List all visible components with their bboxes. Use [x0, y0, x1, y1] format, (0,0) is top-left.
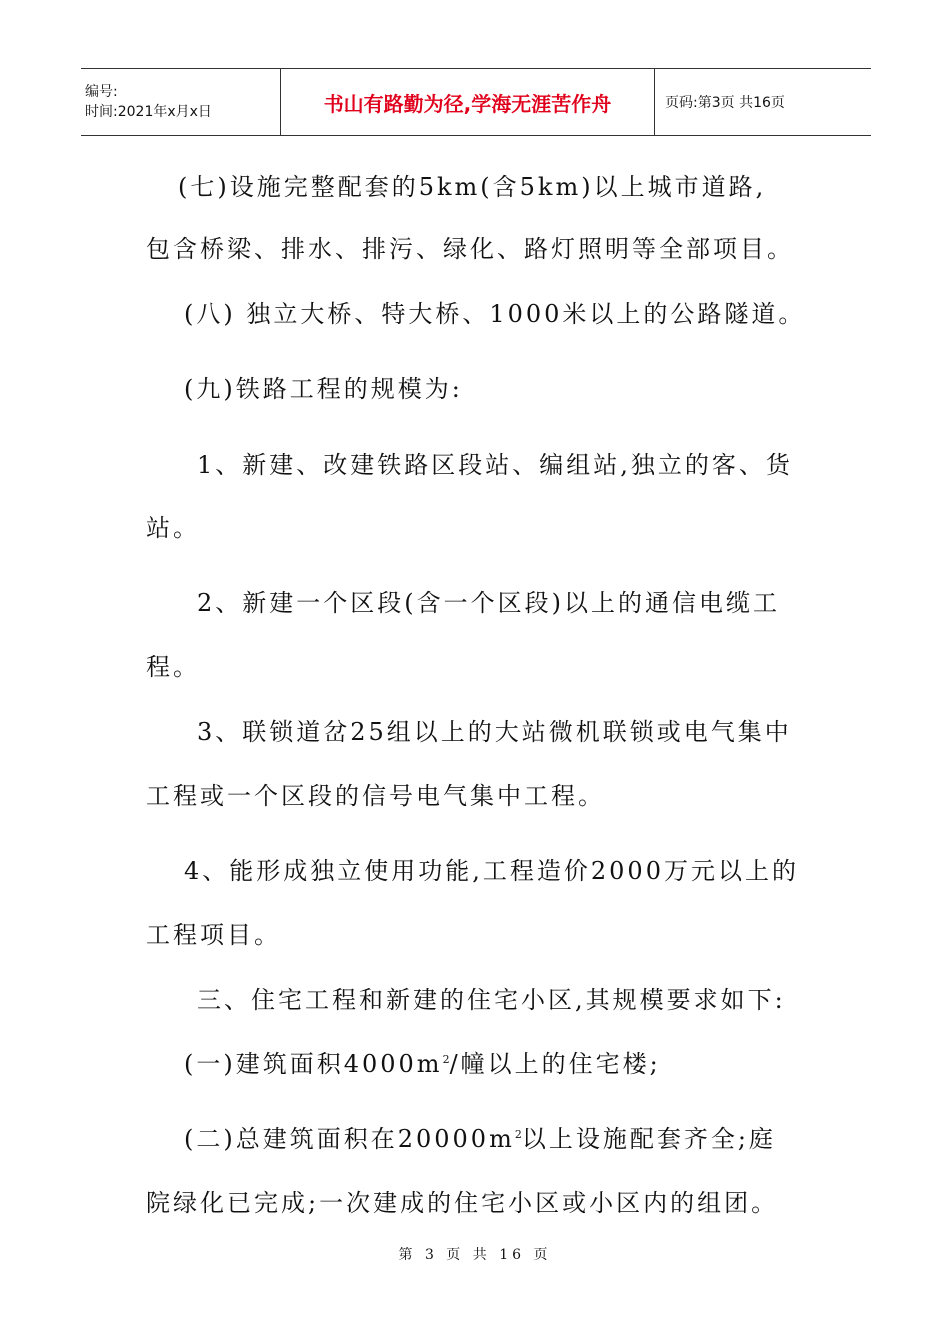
residential-item-2: [184, 1124, 776, 1154]
residential-item-2-text: (二)总建筑面积在20000m: [184, 1125, 515, 1153]
header-meta: [81, 69, 281, 135]
list-item-1-continued: 站。: [146, 514, 200, 542]
superscript-2: 2: [514, 1128, 522, 1141]
list-item-2: 2、新建一个区段(含一个区段)以上的通信电缆工: [197, 589, 780, 617]
section-3-heading: 三、住宅工程和新建的住宅小区,其规模要求如下:: [197, 986, 786, 1014]
header-page-number: 页码:第3页 共16页: [665, 95, 785, 111]
page-header: [81, 68, 871, 136]
header-motto: 书山有路勤为径,学海无涯苦作舟: [323, 91, 612, 116]
document-date: 时间:2021年x月x日: [85, 104, 212, 120]
document-number-label: 编号:: [85, 84, 118, 100]
list-item-4: 4、能形成独立使用功能,工程造价2000万元以上的: [184, 857, 799, 885]
paragraph-7: (七)设施完整配套的5km(含5km)以上城市道路,: [178, 173, 767, 201]
list-item-3: 3、联锁道岔25组以上的大站微机联锁或电气集中: [197, 718, 792, 746]
header-motto-cell: [281, 69, 655, 135]
residential-item-2-continued: 院绿化已完成;一次建成的住宅小区或小区内的组团。: [146, 1189, 779, 1217]
header-page-cell: [655, 69, 871, 135]
list-item-2-continued: 程。: [146, 653, 200, 681]
list-item-3-continued: 工程或一个区段的信号电气集中工程。: [146, 782, 605, 810]
page-footer: 第 3 页 共 16 页: [398, 1247, 552, 1263]
paragraph-8: (八) 独立大桥、特大桥、1000米以上的公路隧道。: [184, 300, 806, 328]
residential-item-1: [184, 1049, 661, 1079]
paragraph-9: (九)铁路工程的规模为:: [184, 375, 463, 403]
paragraph-7-continued: 包含桥梁、排水、排污、绿化、路灯照明等全部项目。: [146, 235, 794, 263]
superscript-2: 2: [442, 1053, 450, 1066]
list-item-4-continued: 工程项目。: [146, 921, 281, 949]
residential-item-1-text: (一)建筑面积4000m: [184, 1050, 443, 1078]
residential-item-1-text-end: /幢以上的住宅楼;: [449, 1050, 661, 1078]
residential-item-2-text-end: 以上设施配套齐全;庭: [521, 1125, 776, 1153]
list-item-1: 1、新建、改建铁路区段站、编组站,独立的客、货: [197, 451, 793, 479]
